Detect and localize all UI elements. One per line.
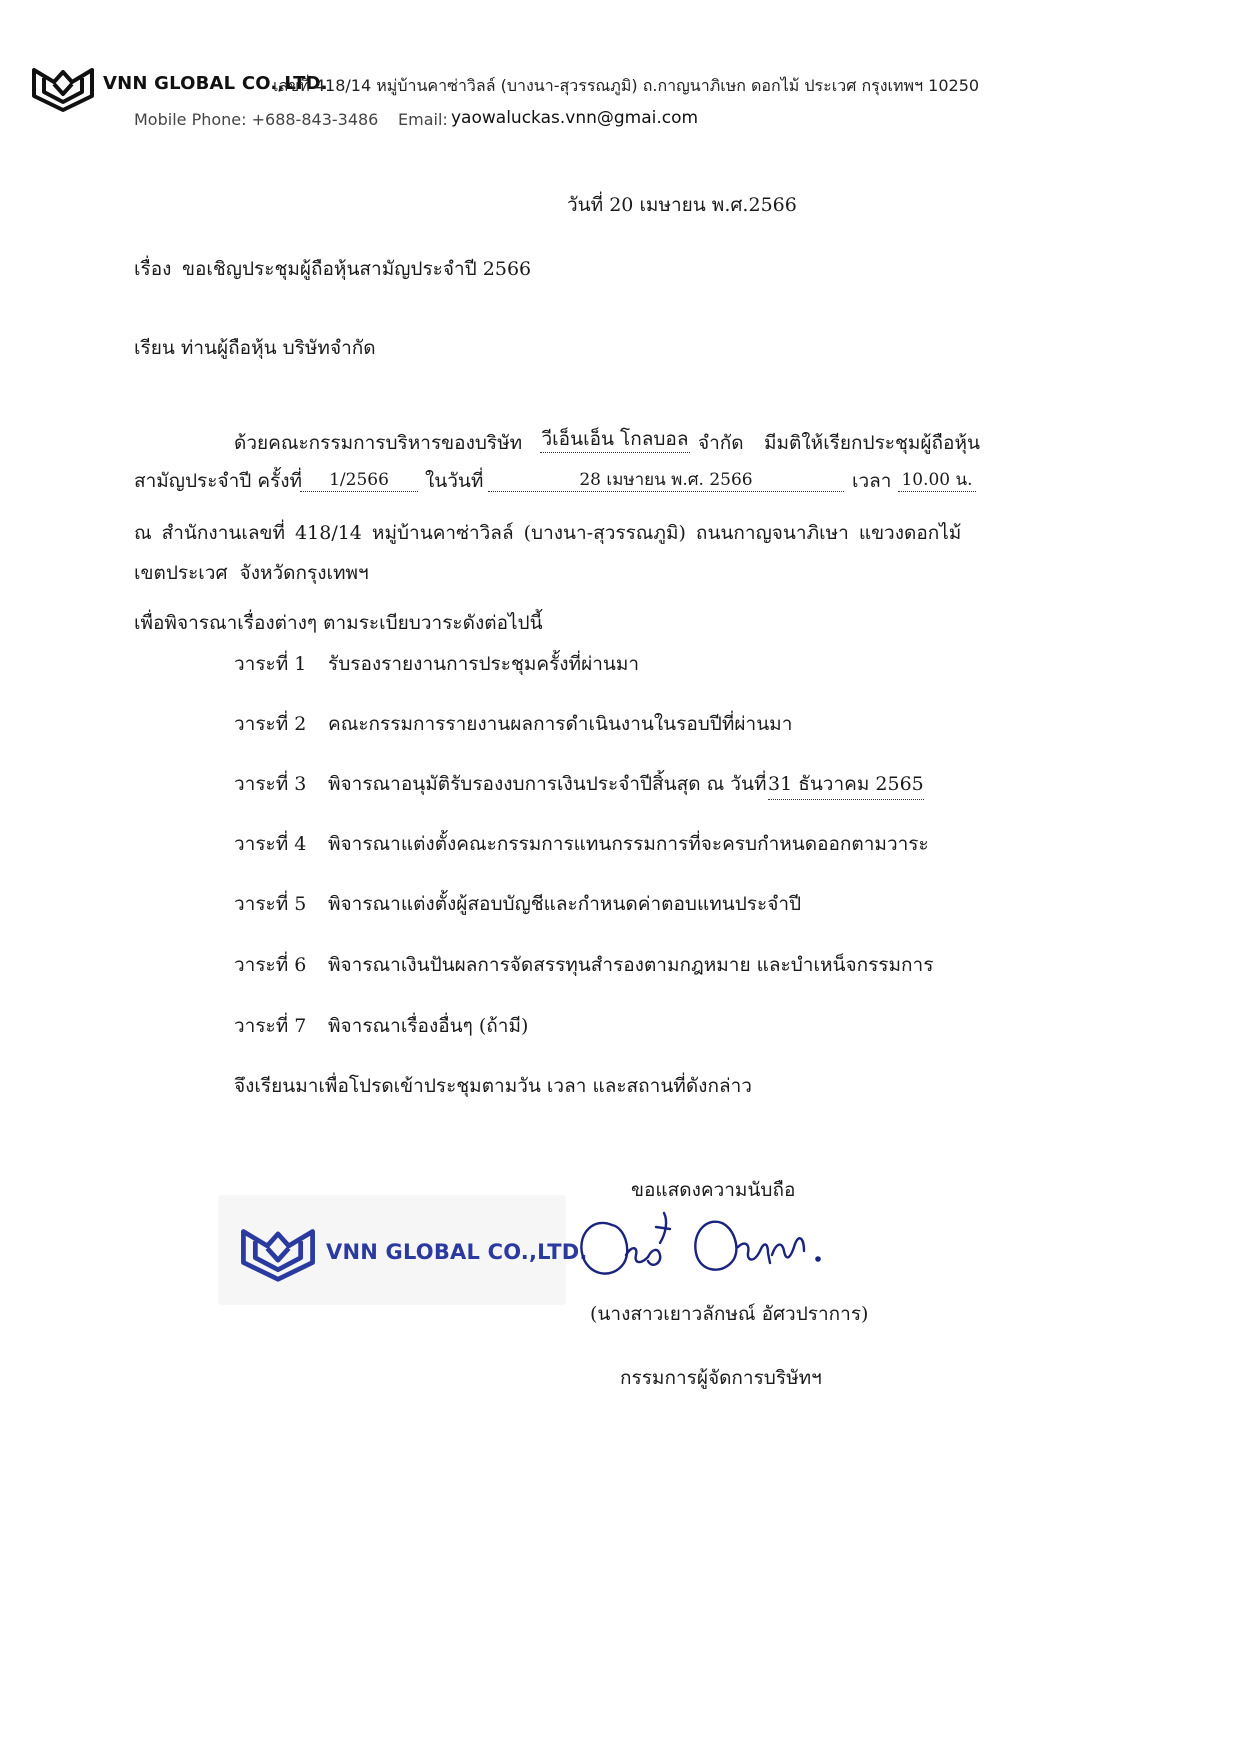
agenda-label: วาระที่ 1 — [234, 653, 307, 675]
body-line-1a: ด้วยคณะกรรมการบริหารของบริษัท — [234, 432, 523, 454]
agenda-label: วาระที่ 7 — [234, 1015, 307, 1037]
salutation: เรียน ท่านผู้ถือหุ้น บริษัทจำกัด — [134, 337, 376, 359]
body-line-2b: ในวันที่ — [425, 470, 484, 492]
signer-name: (นางสาวเยาวลักษณ์ อัศวปราการ) — [590, 1303, 869, 1325]
signer-title: กรรมการผู้จัดการบริษัทฯ — [620, 1367, 822, 1389]
agenda-label: วาระที่ 5 — [234, 893, 307, 915]
mobile-phone: Mobile Phone: +688-843-3486 — [134, 110, 379, 129]
body-line-2c: เวลา — [852, 470, 892, 492]
agenda-label: วาระที่ 2 — [234, 713, 307, 735]
meeting-date-field: 28 เมษายน พ.ศ. 2566 — [488, 470, 844, 492]
agenda-label: วาระที่ 3 — [234, 773, 307, 795]
agenda-text: รับรองรายงานการประชุมครั้งที่ผ่านมา — [328, 653, 640, 675]
body-line-1b: จำกัด — [698, 432, 744, 454]
agenda-label: วาระที่ 6 — [234, 954, 307, 976]
subject-label: เรื่อง — [134, 258, 172, 280]
agenda-text: พิจารณาเงินปันผลการจัดสรรทุนสำรองตามกฎหมาย และบำเหน็จกรรมการ — [328, 954, 934, 976]
agenda-intro: เพื่อพิจารณาเรื่องต่างๆ ตามระเบียบวาระดังต่อไปนี้ — [134, 612, 543, 634]
body-line-1c: มีมติให้เรียกประชุมผู้ถือหุ้น — [764, 432, 980, 454]
meeting-number-field: 1/2566 — [300, 470, 418, 492]
handwritten-signature-icon — [572, 1203, 832, 1285]
stamp-logo-icon — [238, 1222, 318, 1284]
letter-date: วันที่ 20 เมษายน พ.ศ.2566 — [567, 194, 797, 216]
email-address: yaowaluckas.vnn@gmai.com — [451, 108, 699, 128]
agenda-text: พิจารณาแต่งตั้งผู้สอบบัญชีและกำหนดค่าตอบแทนประจำปี — [328, 893, 802, 915]
stamp-company-name: VNN GLOBAL CO.,LTD. — [326, 1240, 588, 1264]
venue-line-1: ณ สำนักงานเลขที่ 418/14 หมู่บ้านคาซ่าวิลล์ (บางนา-สุวรรณภูมิ) ถนนกาญจนาภิเษา แขวงดอกไม้ — [134, 522, 962, 544]
agenda-label: วาระที่ 4 — [234, 833, 307, 855]
email-label: Email: — [398, 110, 448, 129]
company-logo-icon — [30, 62, 96, 114]
closing-line: จึงเรียนมาเพื่อโปรดเข้าประชุมตามวัน เวลา และสถานที่ดังกล่าว — [234, 1075, 752, 1097]
agenda-text: พิจารณาเรื่องอื่นๆ (ถ้ามี) — [328, 1015, 529, 1037]
fiscal-year-end-date: 31 ธันวาคม 2565 — [768, 769, 924, 800]
agenda-text: พิจารณาแต่งตั้งคณะกรรมการแทนกรรมการที่จะครบกำหนดออกตามวาระ — [328, 833, 929, 855]
company-address: เลขที่ 418/14 หมู่บ้านคาซ่าวิลล์ (บางนา-สุวรรณภูมิ) ถ.กาญนาภิเษก ดอกไม้ ประเวศ กรุงเทพฯ 10250 — [273, 76, 980, 95]
company-name: VNN GLOBAL CO.,LTD. — [103, 73, 328, 94]
agenda-text: พิจารณาอนุมัติรับรองงบการเงินประจำปีสิ้นสุด ณ วันที่ — [328, 773, 767, 795]
signoff: ขอแสดงความนับถือ — [631, 1179, 796, 1201]
meeting-time-field: 10.00 น. — [898, 470, 976, 492]
subject-text: ขอเชิญประชุมผู้ถือหุ้นสามัญประจำปี 2566 — [182, 258, 532, 280]
company-name-field: วีเอ็นเอ็น โกลบอล — [540, 428, 690, 453]
venue-line-2: เขตประเวศ จังหวัดกรุงเทพฯ — [134, 562, 369, 584]
agenda-text: คณะกรรมการรายงานผลการดำเนินงานในรอบปีที่ผ่านมา — [328, 713, 793, 735]
body-line-2a: สามัญประจำปี ครั้งที่ — [134, 470, 303, 492]
